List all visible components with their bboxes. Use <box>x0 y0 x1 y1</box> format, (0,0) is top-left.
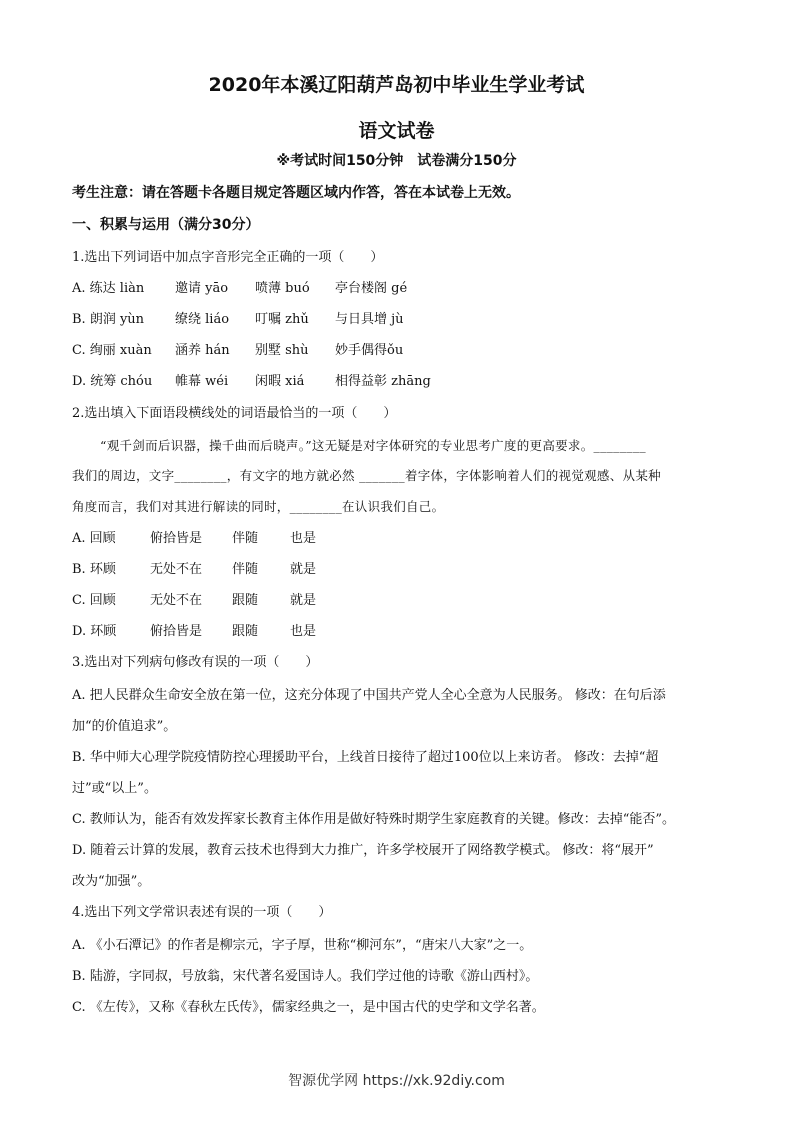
option-cell: 涵养 hán <box>175 343 230 358</box>
option-cell: 就是 <box>290 593 317 608</box>
option-cell: 俯拾皆是 <box>150 624 203 639</box>
option-cell: B. 环顾 <box>72 562 116 577</box>
footer-watermark: 智源优学网 https://xk.92diy.com <box>288 1073 505 1089</box>
option-cell: 喷薄 buó <box>255 281 310 296</box>
option-cell: 伴随 <box>232 531 259 546</box>
question-1-stem: 1.选出下列词语中加点字音形完全正确的一项（ ） <box>72 250 384 265</box>
option-cell: 伴随 <box>232 562 259 577</box>
option-cell: 与日具增 jù <box>335 312 404 327</box>
option-cell: 帷幕 wéi <box>175 374 229 389</box>
question-2-passage-line: “观千剑而后识器，操千曲而后晓声。”这无疑是对字体研究的专业思考广度的更高要求。________ <box>100 438 646 453</box>
option-cell: B. 朗润 yùn <box>72 312 145 327</box>
question-3-line: 改为“加强”。 <box>72 874 151 889</box>
option-cell: 俯拾皆是 <box>150 531 203 546</box>
question-2-stem: 2.选出填入下面语段横线处的词语最恰当的一项（ ） <box>72 406 397 421</box>
question-3-line: C. 教师认为，能否有效发挥家长教育主体作用是做好特殊时期学生家庭教育的关键。修改：去掉“能否”。 <box>72 812 676 827</box>
question-4-line: A. 《小石潭记》的作者是柳宗元，字子厚，世称“柳河东”，“唐宋八大家”之一。 <box>72 938 533 953</box>
option-cell: 跟随 <box>232 624 259 639</box>
option-cell: 就是 <box>290 562 317 577</box>
question-4-line: B. 陆游，字同叔，号放翁，宋代著名爱国诗人。我们学过他的诗歌《游山西村》。 <box>72 969 539 984</box>
question-3-line: A. 把人民群众生命安全放在第一位，这充分体现了中国共产党人全心全意为人民服务。 修改：在句后添 <box>72 688 666 703</box>
exam-subtitle: 语文试卷 <box>358 120 435 142</box>
question-4-stem: 4.选出下列文学常识表述有误的一项（ ） <box>72 905 332 920</box>
candidate-notice: 考生注意：请在答题卡各题目规定答题区域内作答，答在本试卷上无效。 <box>72 185 520 201</box>
option-cell: 相得益彰 zhāng <box>335 374 431 389</box>
option-cell: 缭绕 liáo <box>175 312 230 327</box>
option-cell: 妙手偶得ǒu <box>335 343 404 358</box>
question-2-passage-line: 角度而言，我们对其进行解读的同时，________在认识我们自己。 <box>72 499 445 514</box>
question-2-passage-line: 我们的周边，文字________，有文字的地方就必然 _______着字体，字体影响着人们的视觉观感、从某种 <box>72 468 661 483</box>
question-3-line: D. 随着云计算的发展，教育云技术也得到大力推广，许多学校展开了网络教学模式。 修改：将“展开” <box>72 843 654 858</box>
option-cell: 亭台楼阁 gé <box>335 281 408 296</box>
option-cell: D. 统筹 chóu <box>72 374 153 389</box>
question-3-line: 加“的价值追求”。 <box>72 719 177 734</box>
option-cell: 无处不在 <box>150 593 203 608</box>
question-3-stem: 3.选出对下列病句修改有误的一项（ ） <box>72 655 319 670</box>
option-cell: 邀请 yāo <box>175 281 229 296</box>
option-cell: C. 回顾 <box>72 593 116 608</box>
question-4-line: C. 《左传》，又称《春秋左氏传》，儒家经典之一，是中国古代的史学和文学名著。 <box>72 1000 545 1015</box>
option-cell: 别墅 shù <box>255 343 309 358</box>
option-cell: 无处不在 <box>150 562 203 577</box>
option-cell: A. 练达 liàn <box>72 281 145 296</box>
option-cell: C. 绚丽 xuàn <box>72 343 152 358</box>
question-3-line: B. 华中师大心理学院疫情防控心理援助平台，上线首日接待了超过100位以上来访者。 修改：去掉“超 <box>72 750 659 765</box>
question-3-line: 过”或“以上”。 <box>72 781 157 796</box>
option-cell: 跟随 <box>232 593 259 608</box>
option-cell: 也是 <box>290 531 317 546</box>
option-cell: A. 回顾 <box>72 531 116 546</box>
option-cell: 也是 <box>290 624 317 639</box>
exam-time-info: ※考试时间150分钟 试卷满分150分 <box>276 153 517 169</box>
option-cell: D. 环顾 <box>72 624 117 639</box>
option-cell: 叮嘱 zhǔ <box>255 312 309 327</box>
exam-title: 2020年本溪辽阳葫芦岛初中毕业生学业考试 <box>208 74 585 96</box>
option-cell: 闲暇 xiá <box>255 374 305 389</box>
section-heading: 一、积累与运用（满分30分） <box>72 217 260 233</box>
